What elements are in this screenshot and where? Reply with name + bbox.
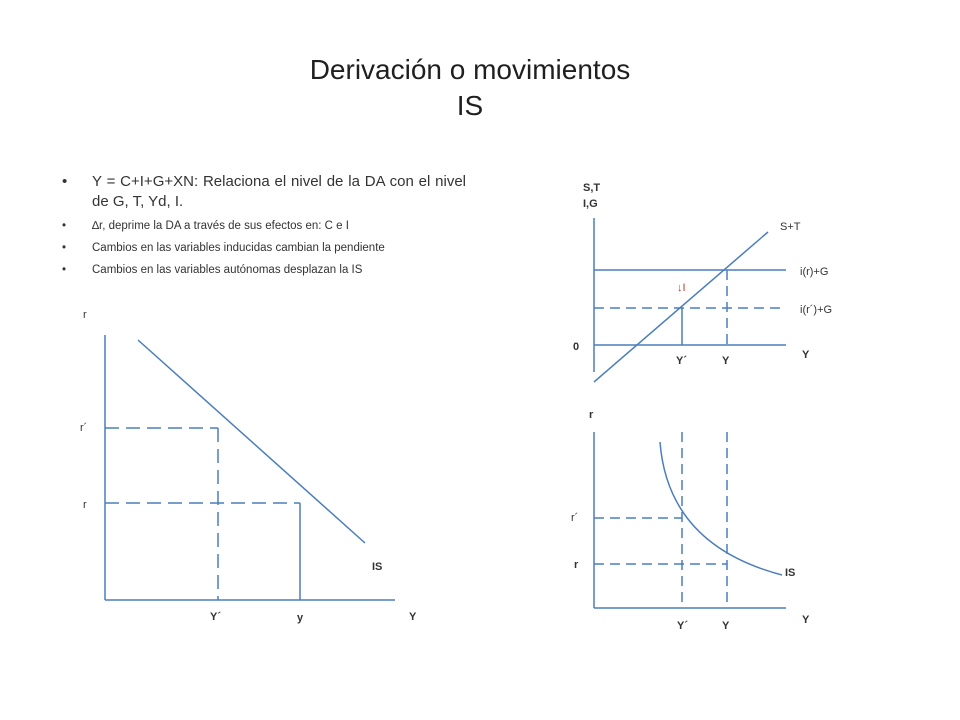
- tr-y-label: Y: [722, 355, 730, 367]
- br-r-prime-label: r´: [571, 512, 579, 524]
- bullet-item: • Cambios en las variables inducidas cambian la pendiente: [62, 240, 466, 256]
- bottom-right-diagram: [594, 432, 786, 608]
- title-line-1: Derivación o movimientos: [309, 54, 631, 85]
- left-r-prime-label: r´: [80, 422, 88, 434]
- left-y-small-label: y: [297, 612, 304, 624]
- left-x-axis-label: Y: [409, 611, 417, 623]
- left-is-curve: [138, 340, 365, 543]
- tr-y-axis-label-1: S,T: [583, 182, 601, 194]
- br-y-prime-label: Y´: [677, 620, 688, 632]
- tr-x-axis-label: Y: [802, 349, 810, 361]
- bullet-item: • Cambios en las variables autónomas desplazan la IS: [62, 262, 466, 278]
- title-line-2: IS: [456, 90, 484, 121]
- br-curve-label: IS: [785, 567, 796, 579]
- tr-y-axis-label-2: I,G: [583, 198, 598, 210]
- tr-y-prime-label: Y´: [676, 355, 687, 367]
- br-y-axis-label: r: [589, 409, 594, 421]
- bullet-item: • Y = C+I+G+XN: Relaciona el nivel de la DA con el nivel de G, T, Yd, I.: [62, 172, 466, 212]
- bullet-item: • ∆r, deprime la DA a través de sus efectos en: C e I: [62, 218, 466, 234]
- tr-ig-prime-label: i(r´)+G: [800, 304, 833, 316]
- br-is-curve: [660, 442, 782, 575]
- left-r-label: r: [83, 499, 87, 511]
- left-y-axis-label: r: [83, 309, 87, 321]
- left-y-prime-label: Y´: [210, 611, 221, 623]
- br-x-axis-label: Y: [802, 614, 810, 626]
- left-is-diagram: [105, 335, 395, 600]
- br-r-label: r: [574, 559, 579, 571]
- tr-down-i-label: ↓I: [677, 282, 686, 294]
- tr-ig-label: i(r)+G: [800, 266, 829, 278]
- tr-origin-label: 0: [573, 341, 580, 353]
- left-curve-label: IS: [372, 561, 383, 573]
- tr-st-label: S+T: [780, 221, 801, 233]
- top-right-diagram: [594, 218, 786, 382]
- br-y-label: Y: [722, 620, 730, 632]
